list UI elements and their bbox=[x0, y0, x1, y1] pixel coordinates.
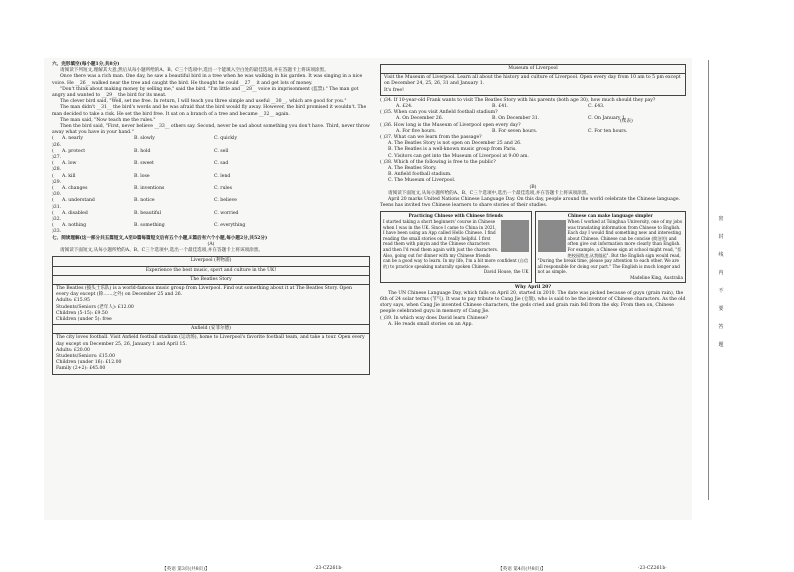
left-column bbox=[52, 62, 370, 377]
museum-info bbox=[381, 74, 685, 95]
question-37: ( )37. What can we learn from the passage? bbox=[380, 135, 482, 141]
part-a-label: (A) bbox=[207, 241, 215, 247]
madeline-photo bbox=[538, 220, 566, 252]
museum-title: Museum of Liverpool bbox=[381, 65, 685, 74]
cloze-options bbox=[52, 136, 370, 235]
option-a: A. nearly bbox=[62, 136, 83, 142]
liverpool-guide-box bbox=[52, 256, 370, 374]
seal-char: 要 bbox=[718, 306, 724, 312]
q-number: ( )27. bbox=[52, 148, 62, 161]
price-line: Children (under 5): free bbox=[56, 316, 112, 322]
anfield-title: Anfield (安菲尔德) bbox=[53, 325, 369, 334]
question-38: ( )38. Which of the following is free to the public? bbox=[380, 159, 496, 165]
option-b: B. slowly bbox=[134, 136, 155, 142]
option-b: B. On December 31. bbox=[492, 116, 540, 122]
option-b: B. notice bbox=[134, 198, 155, 204]
price-line: Children (5-15): £9.50 bbox=[56, 310, 108, 316]
option-c: C. everything bbox=[214, 223, 246, 229]
option-c: C. rules bbox=[214, 186, 232, 192]
price-line: Children (under 16): £12.00 bbox=[56, 360, 122, 366]
seal-char: 线 bbox=[718, 252, 724, 258]
q-number: ( )30. bbox=[52, 186, 62, 198]
price-line: Adults: £15.95 bbox=[56, 298, 90, 304]
option-c: C. worried bbox=[214, 210, 239, 216]
panel-signature: Madeline King, Australia bbox=[630, 275, 683, 280]
cloze-paragraph-4: The man didn't __31__ the bird's words and he was afraid that the bird would fly away. However, the bird promised it wouldn't. The man decided to take a risk. He set the bird free. It sat on a branch of a tree and became __32__ again. bbox=[52, 105, 367, 117]
option-a: A. protect bbox=[62, 148, 86, 154]
museum-text: Visit the Museum of Liverpool. Learn all about the history and culture of Liverpool. Open every day from 10 am to 5 pm except on December 24, 25, 26, 31 and January 1. bbox=[384, 75, 681, 87]
continued-tag: (续表) bbox=[620, 119, 633, 124]
option-a: A. The Beatles Story is not open on December 25 and 26. bbox=[388, 141, 522, 147]
q-number: ( )26. bbox=[52, 136, 62, 148]
option-a: A. On December 26. bbox=[396, 116, 444, 122]
binding-line bbox=[708, 60, 709, 500]
right-footer: 【英语 第4页(共8页)】 bbox=[498, 567, 546, 572]
option-b: B. hold bbox=[134, 148, 151, 154]
price-line: Family (2+2): £45.00 bbox=[56, 366, 106, 372]
option-b: B. lose bbox=[134, 173, 150, 179]
question-row bbox=[52, 149, 370, 161]
option-a: A. changes bbox=[62, 186, 88, 192]
q-number: ( )31. bbox=[52, 198, 62, 210]
seal-char: 封 bbox=[718, 234, 724, 240]
part-b-instructions: 请阅读下面短文,从每小题所给的A、B、C三个选项中,选出一个最佳选项,并在答题卡上将该项涂黑。 bbox=[388, 190, 591, 196]
museum-box bbox=[380, 64, 686, 96]
q-number: ( )29. bbox=[52, 173, 62, 185]
option-a: A. disabled bbox=[62, 210, 88, 216]
cloze-paragraph-2: "Don't think about making money by selling me," said the bird. "I'm little and __28__ voice in imprisonment (监禁)." The man got angry and wanted to __29__ the bird for its meat. bbox=[52, 86, 359, 99]
seal-char: 不 bbox=[718, 288, 724, 294]
option-c: C. sell bbox=[214, 148, 229, 154]
right-footer-code: ·23-CZ261b· bbox=[638, 566, 667, 571]
option-a: A. understand bbox=[62, 198, 95, 204]
part-a-instructions: 请阅读下面短文,从每小题所给的A、B、C三个选项中,选出一个最佳选项,并在答题卡上将该项涂黑。 bbox=[60, 248, 263, 254]
option-a: A. For five hours. bbox=[396, 128, 437, 134]
david-panel bbox=[380, 211, 532, 282]
learner-panels bbox=[380, 211, 686, 282]
seal-char: 答 bbox=[718, 324, 724, 330]
seal-char: 密 bbox=[718, 216, 724, 222]
question-39: ( )39. In which way does David learn Chinese? bbox=[380, 315, 488, 321]
question-35: ( )35. When can you visit Anfield football stadium? bbox=[380, 110, 498, 116]
seal-line-notice bbox=[714, 215, 728, 348]
option-c: C. Visitors can get into the Museum of Liverpool at 9:00 am. bbox=[388, 153, 529, 159]
beatles-text: The Beatles (披头士乐队) is a world-famous music group from Liverpool. Find out something about it at The Beatles Story. Open every day except (除……之外) on December 25 and 26. bbox=[56, 285, 352, 298]
price-line: Students/Seniors: £15.00 bbox=[56, 353, 116, 359]
why-title: Why April 20? bbox=[514, 284, 552, 290]
question-row bbox=[52, 186, 370, 198]
q-number: ( )32. bbox=[52, 210, 62, 223]
anfield-section bbox=[53, 334, 369, 373]
anfield-text: The city loves football. Visit Anfield football stadium (运动场), home to Liverpool's favorite football team, and take a tour. Open every day except on December 25, 26, January 1 and April 15. bbox=[56, 335, 365, 347]
option-c: C. sad bbox=[214, 161, 229, 167]
option-b: B. beautiful bbox=[134, 210, 162, 216]
q-number: ( )28. bbox=[52, 161, 62, 173]
panel-text: I started taking a short beginners' course in Chinese when I was in the UK. Since I came to China in 2021, I have been using an App called Hello Chinese. I find reading the small stories on it really helpful. I first read them with pinyin and the Chinese characters and then I'd read them again with just the characters. Also, going out for dinner with my Chinese friends can be a good way to learn. In my life, I'm a bit more confident (自信的) to practice speaking naturally spoken Chinese. bbox=[383, 219, 529, 269]
option-b: B. sweet bbox=[134, 161, 154, 167]
option-c: C. lend bbox=[214, 173, 231, 179]
price-line: Students/Seniors (老年人): £12.00 bbox=[56, 304, 134, 310]
option-b: B. £41. bbox=[492, 104, 509, 110]
panel-title: Practicing Chinese with Chinese friends bbox=[408, 213, 503, 219]
seal-char: 题 bbox=[718, 342, 724, 348]
option-c: C. For ten hours. bbox=[588, 128, 628, 134]
q-number: ( )33. bbox=[52, 223, 62, 235]
box-title: Liverpool (利物浦) bbox=[53, 257, 369, 266]
question-row bbox=[52, 223, 370, 235]
panel-text: When I worked at Tsinghua University, one of my jobs was translating information from Chinese to English. Each day I would find something new and interesting about Chinese. Chinese can be concise (简洁的) and often give out information more clearly than English. For example, a Chinese sign at school might read, "拒绝校园欺凌,从我做起". But the English sign would read, "During the break time, please pay attention to each other. We are all responsible for doing our part." The English is much longer and not as simple. bbox=[537, 219, 683, 275]
option-a: A. kill bbox=[62, 173, 76, 179]
option-b: B. something bbox=[134, 223, 165, 229]
question-row bbox=[52, 174, 370, 186]
option-b: B. inventions bbox=[134, 186, 165, 192]
option-c: C. The Museum of Liverpool. bbox=[388, 178, 456, 184]
option-b: B. The Beatles is a well-known music group from Paris. bbox=[388, 147, 517, 153]
option-b: B. For seven hours. bbox=[492, 128, 538, 134]
question-row bbox=[52, 211, 370, 223]
price-line: Adults: £20.00 bbox=[56, 347, 90, 353]
left-footer-code: ·23-CZ261b· bbox=[314, 566, 343, 571]
section-six-instructions: 请阅读下列短文,理解其大意,然后从每小题所给的A、B、C三个选项中,选出一个能填入空白处的最佳选项,并在答题卡上将该项涂黑。 bbox=[60, 68, 329, 74]
beatles-title: The Beatles Story bbox=[53, 276, 369, 285]
option-c: C. £43. bbox=[588, 104, 605, 110]
beatles-section bbox=[53, 285, 369, 325]
cloze-paragraph-6: Then the bird said, "First, never believe __33__ others say. Second, never be sad about something you don't have. Third, never throw away what you have in your hand." bbox=[52, 124, 370, 136]
question-row bbox=[52, 161, 370, 173]
box-subtitle: Experience the best music, sport and culture in the UK! bbox=[53, 267, 369, 276]
madeline-panel bbox=[535, 211, 687, 282]
option-a: A. He reads small stories on an App. bbox=[388, 321, 473, 327]
option-a: A. £24. bbox=[396, 104, 413, 110]
section-six-title: 六、完形填空(每小题1分,共8分) bbox=[52, 62, 120, 67]
cloze-paragraph-1: Once there was a rich man. One day, he saw a beautiful bird in a tree when he was walking in his garden. It was singing in a nice voice. He __26__ walked near the tree and caught the bird. He thought he could __27__ it and get lots of money. bbox=[52, 74, 363, 86]
option-a: A. The Beatles Story. bbox=[388, 166, 437, 172]
why-text: The UN Chinese Language Day, which falls on April 20, started in 2010. The date was picked because of guyu (grain rain), the 6th of 24 solar terms (节气). It was to pay tribute to Cang Jie (仓颉), who is said to be the inventor of Chinese characters. As the old story says, when Cang Jie invented Chinese characters, the gods cried and grain rain fell from the sky. From then on, Chinese people celebrated guyu in memory of Cang Jie. bbox=[380, 290, 686, 315]
seal-char: 内 bbox=[718, 270, 724, 276]
david-photo bbox=[501, 220, 529, 252]
section-seven-title: 七、阅读理解(这一部分共五篇短文,A至D篇每篇短文后有五个小题,E篇后有六个小题,每小题2分,共52分) bbox=[52, 235, 268, 241]
option-c: C. believe bbox=[214, 198, 237, 204]
part-b-intro: April 20 marks United Nations Chinese Language Day. On this day, people around the world celebrate the Chinese language. Teens has invited two Chinese learners to share stories of their studies. bbox=[380, 197, 680, 209]
question-row bbox=[52, 136, 370, 148]
panel-title: Chinese can make language simpler bbox=[567, 213, 653, 219]
option-c: C. On January 1. bbox=[588, 116, 627, 122]
museum-free: It's free! bbox=[384, 87, 404, 93]
part-b-label: (B) bbox=[529, 184, 537, 190]
question-36: ( )36. How long is the Museum of Liverpool open every day? bbox=[380, 122, 521, 128]
cloze-paragraph-5: The man said, "Now teach me the rules." bbox=[60, 117, 156, 123]
question-34: ( )34. If 10-year-old Frank wants to visit The Beatles Story with his parents (both age 30), how much should they pay? bbox=[380, 97, 656, 103]
exam-sheet bbox=[44, 58, 692, 572]
option-b: B. Anfield football stadium. bbox=[388, 172, 452, 178]
panel-signature: David House, the UK bbox=[483, 269, 529, 275]
right-column bbox=[380, 62, 686, 328]
left-footer: 【英语 第3页(共8页)】 bbox=[162, 567, 210, 572]
option-c: C. quickly bbox=[214, 136, 238, 142]
q35-options bbox=[380, 116, 686, 122]
question-row bbox=[52, 198, 370, 210]
option-a: A. low bbox=[62, 161, 77, 167]
cloze-paragraph-3: The clever bird said, "Well, set me free. In return, I will teach you three simple and useful __30__, which are good for you." bbox=[60, 99, 347, 105]
option-a: A. nothing bbox=[62, 223, 87, 229]
